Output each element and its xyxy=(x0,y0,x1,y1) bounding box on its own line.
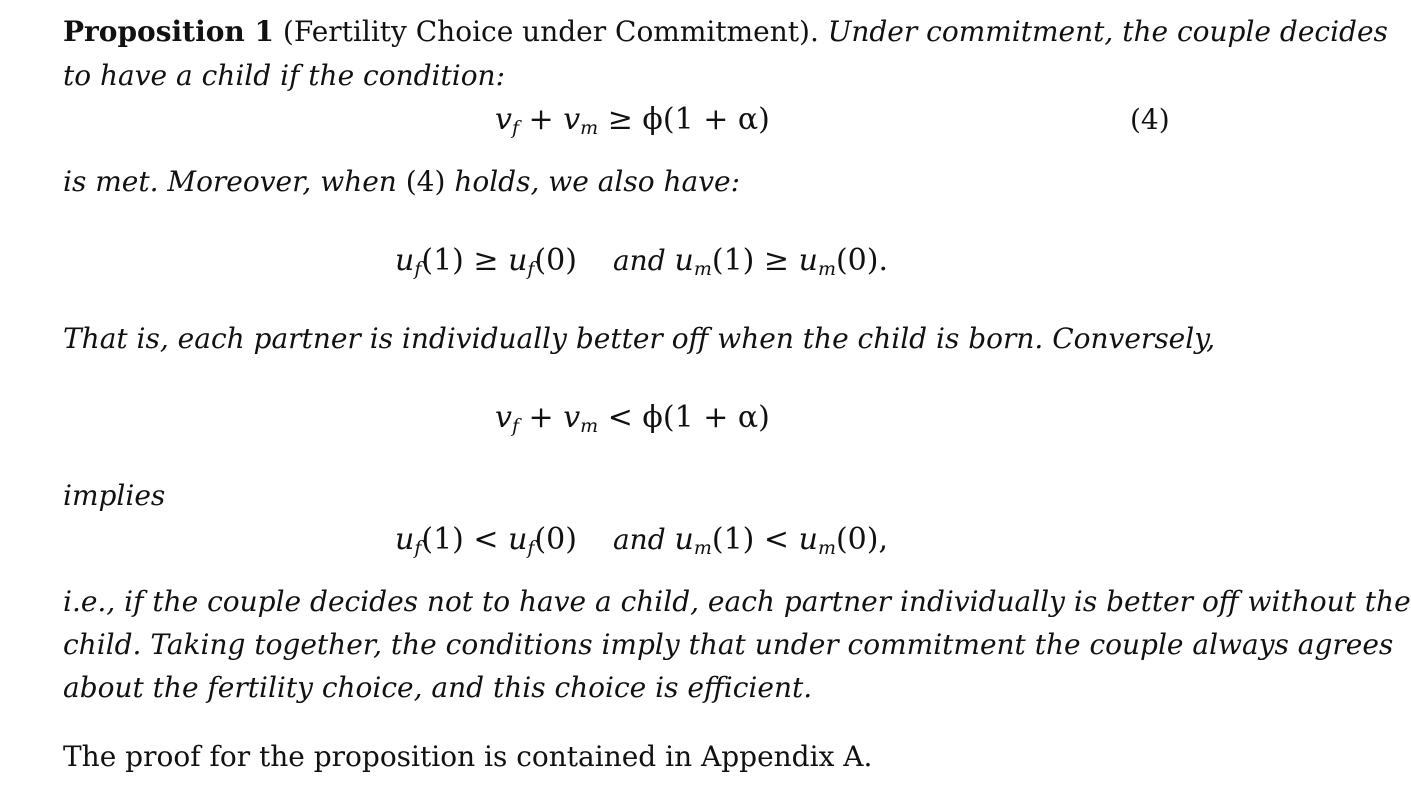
arg: (0), xyxy=(835,522,888,557)
sub-m: m xyxy=(580,117,599,139)
text-that-is: That is, each partner is individually better off when the child is born. Conversely, xyxy=(63,322,1216,355)
arg: (0). xyxy=(835,243,888,278)
sub-f: f xyxy=(511,415,519,437)
var-u: u xyxy=(674,243,694,278)
sub-f: f xyxy=(414,537,422,559)
rhs-expression: ϕ(1 + α) xyxy=(642,400,770,435)
equation-individual-geq xyxy=(395,243,888,287)
sub-m: m xyxy=(817,258,836,280)
text-is-met xyxy=(63,164,1173,200)
var-u: u xyxy=(508,243,528,278)
equation-number: (4) xyxy=(1130,103,1170,136)
plus-sign: + xyxy=(519,102,564,137)
proposition-statement-line1: Under commitment, the couple decides xyxy=(827,15,1388,48)
equation-4 xyxy=(495,102,770,146)
var-u: u xyxy=(395,522,415,557)
equation-reference: (4) xyxy=(405,165,446,198)
var-u: u xyxy=(674,522,694,557)
arg: (0) xyxy=(534,243,577,278)
paragraph-ie-line2: child. Taking together, the conditions imply that under commitment the couple always agrees xyxy=(63,628,1394,661)
var-u: u xyxy=(395,243,415,278)
proof-note: The proof for the proposition is contained in Appendix A. xyxy=(63,740,873,773)
var-u: u xyxy=(798,522,818,557)
and-word: and xyxy=(612,523,675,556)
proposition-title: (Fertility Choice under Commitment). xyxy=(282,15,819,48)
var-v: v xyxy=(495,400,512,435)
arg: (1) < xyxy=(711,522,799,557)
rhs-expression: ϕ(1 + α) xyxy=(642,102,770,137)
sub-f: f xyxy=(414,258,422,280)
sub-f: f xyxy=(527,258,535,280)
sub-m: m xyxy=(580,415,599,437)
equation-individual-less xyxy=(395,522,888,566)
text-is-met-pre: is met. Moreover, when xyxy=(63,165,406,198)
text-implies: implies xyxy=(63,479,166,512)
arg: (1) ≥ xyxy=(711,243,799,278)
equation-strict-less xyxy=(495,400,770,444)
proposition-statement-line2: to have a child if the condition: xyxy=(63,59,506,92)
arg: (1) ≥ xyxy=(421,243,509,278)
arg: (1) < xyxy=(421,522,509,557)
plus-sign: + xyxy=(519,400,564,435)
paragraph-ie-line3: about the fertility choice, and this choice is efficient. xyxy=(63,671,813,704)
arg: (0) xyxy=(534,522,577,557)
less-sign: < xyxy=(598,400,643,435)
sub-m: m xyxy=(693,258,712,280)
sub-m: m xyxy=(817,537,836,559)
paragraph-ie-line1: i.e., if the couple decides not to have a child, each partner individually is better off without the xyxy=(63,585,1411,618)
var-v: v xyxy=(563,400,581,435)
and-word: and xyxy=(612,244,675,277)
var-u: u xyxy=(798,243,818,278)
var-v: v xyxy=(495,102,512,137)
text-is-met-post: holds, we also have: xyxy=(445,165,741,198)
sub-f: f xyxy=(527,537,535,559)
sub-m: m xyxy=(693,537,712,559)
var-u: u xyxy=(508,522,528,557)
geq-sign: ≥ xyxy=(598,102,643,137)
proposition-label: Proposition 1 xyxy=(63,15,274,48)
proposition-heading-line xyxy=(63,14,1388,50)
var-v: v xyxy=(563,102,581,137)
sub-f: f xyxy=(511,117,519,139)
